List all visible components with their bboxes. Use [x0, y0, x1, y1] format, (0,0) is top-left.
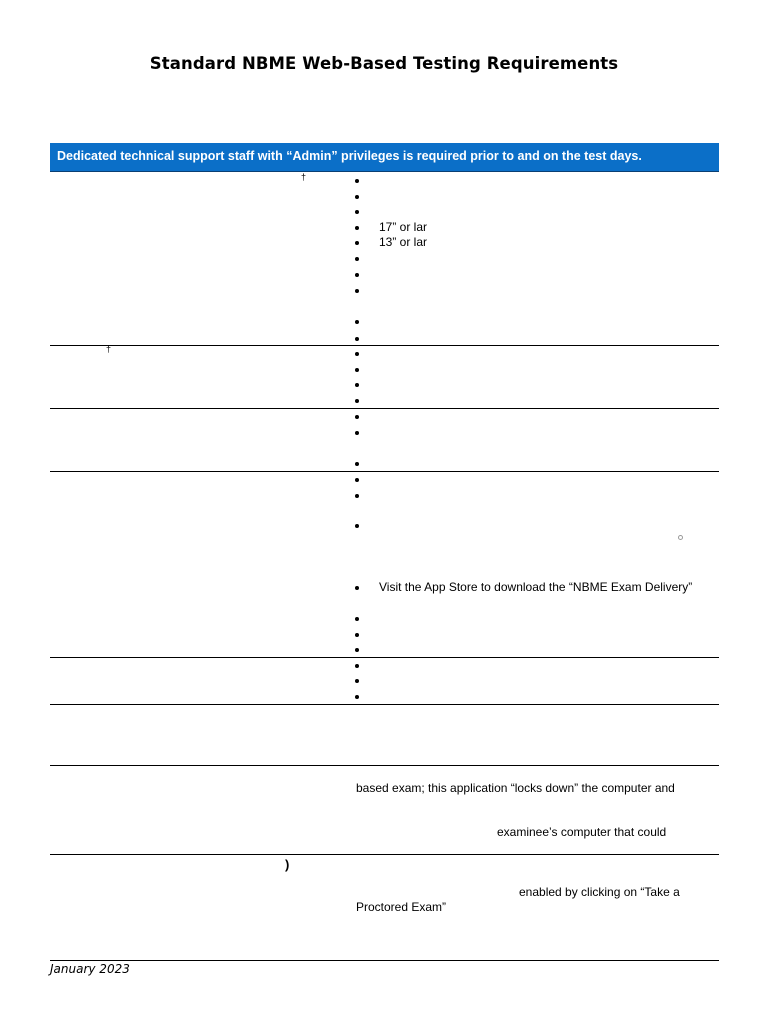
- bullet-marker: [354, 367, 362, 375]
- footer-date: January 2023: [50, 962, 130, 976]
- bullet-marker: [354, 632, 362, 640]
- row-divider: [50, 345, 719, 346]
- proctored-text-line2: Proctored Exam”: [356, 900, 447, 914]
- bullet-marker: [354, 461, 362, 469]
- bullet-marker: [354, 398, 362, 406]
- bullet-marker: [354, 240, 362, 248]
- bullet-marker: [354, 382, 362, 390]
- banner-text: Dedicated technical support staff with “Admin” privileges is required prior to and on the test days.: [57, 149, 642, 163]
- bullet-marker: [354, 225, 362, 233]
- bullet-marker: [354, 319, 362, 327]
- requirements-banner: [50, 143, 719, 172]
- bullet-marker: [354, 288, 362, 296]
- bullet-marker: [354, 256, 362, 264]
- lockdown-text-line1: based exam; this application “locks down” the computer and: [356, 781, 675, 795]
- app-store-text: Visit the App Store to download the “NBME Exam Delivery”: [379, 580, 693, 594]
- display-size-text: 13” or lar: [379, 235, 428, 249]
- bullet-marker: [354, 477, 362, 485]
- row-divider: [50, 471, 719, 472]
- dagger-mark: †: [106, 344, 112, 354]
- page-title: Standard NBME Web-Based Testing Requirements: [149, 54, 619, 73]
- bullet-marker: [354, 663, 362, 671]
- closing-paren: ): [285, 857, 290, 872]
- bullet-marker: [354, 209, 362, 217]
- bullet-marker: [354, 585, 362, 593]
- bullet-marker: [354, 351, 362, 359]
- bullet-marker: [354, 430, 362, 438]
- row-divider: [50, 854, 719, 855]
- bullet-marker: [354, 694, 362, 702]
- bullet-marker: [354, 647, 362, 655]
- row-divider: [50, 657, 719, 658]
- bullet-marker: [354, 678, 362, 686]
- row-divider: [50, 765, 719, 766]
- row-divider: [50, 408, 719, 409]
- bullet-marker: [354, 194, 362, 202]
- small-circle-mark: [678, 535, 683, 540]
- bullet-marker: [354, 272, 362, 280]
- bullet-marker: [354, 336, 362, 344]
- bullet-marker: [354, 493, 362, 501]
- bullet-marker: [354, 178, 362, 186]
- bullet-marker: [354, 616, 362, 624]
- proctored-text-line1: enabled by clicking on “Take a: [519, 885, 680, 899]
- dagger-mark: †: [301, 172, 307, 182]
- bullet-marker: [354, 523, 362, 531]
- bullet-marker: [354, 414, 362, 422]
- footer-rule: [50, 960, 719, 961]
- display-size-text: 17” or lar: [379, 220, 428, 234]
- lockdown-text-line2: examinee’s computer that could: [497, 825, 667, 839]
- row-divider: [50, 704, 719, 705]
